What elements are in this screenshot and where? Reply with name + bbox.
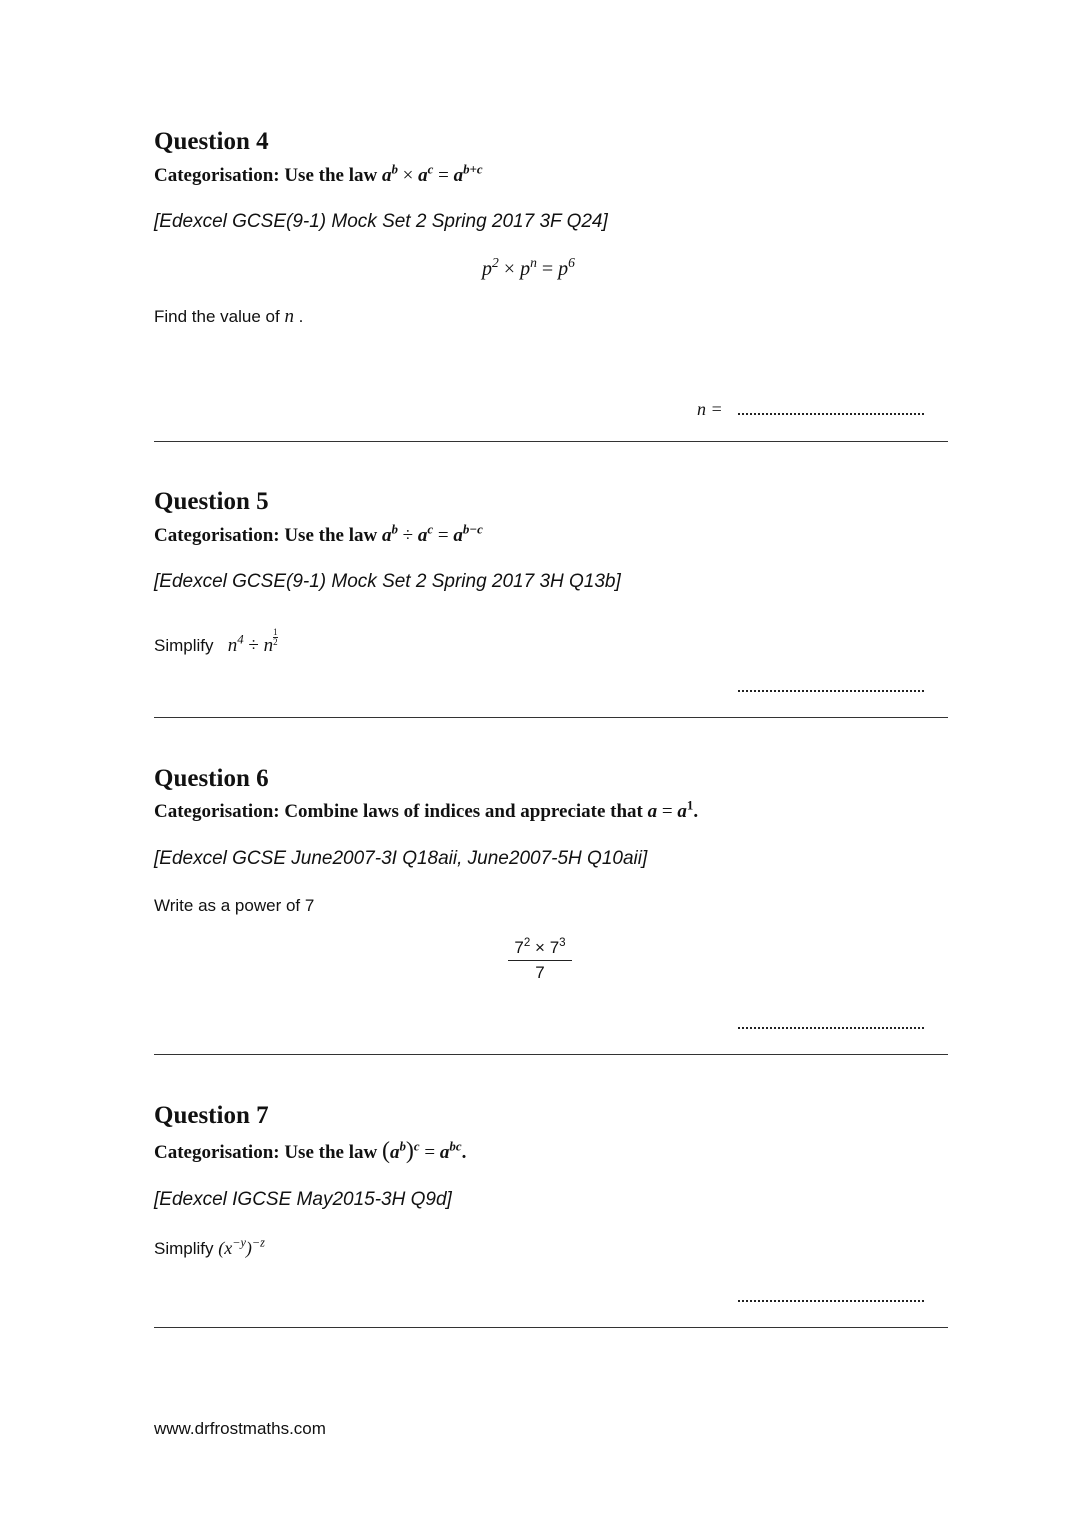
- question-4-equation: $p^2 \times p^n = p^6$: [482, 254, 575, 280]
- law-formula: a: [647, 801, 658, 822]
- question-7-expression: $(x^{-y})^{-z}$: [218, 1235, 265, 1258]
- question-5-categorisation: Categorisation: Use the law $a^b \div a^c = a^{b-c}$: [154, 521, 483, 546]
- categorisation-text: Categorisation: Use the law: [154, 525, 382, 546]
- question-6-prompt: Write as a power of 7: [154, 896, 315, 915]
- question-4-categorisation: Categorisation: Use the law $a^b \times a^c = a^{b+c}$: [154, 161, 483, 186]
- section-divider: [154, 1327, 948, 1328]
- question-6-fraction: $\frac{7^2 \times 7^3}{7}$: [508, 938, 572, 983]
- section-divider: [154, 1054, 948, 1055]
- question-7-answer-line[interactable]: [738, 1300, 924, 1302]
- question-6-source: [Edexcel GCSE June2007-3I Q18aii, June2007-5H Q10aii]: [154, 848, 648, 869]
- question-6-answer-line[interactable]: [738, 1027, 924, 1029]
- question-5-title: Question 5: [154, 488, 269, 515]
- question-6-title: Question 6: [154, 765, 269, 792]
- question-5-prompt: Simplify $n^4 \div n$ $\frac{1}{2}$: [154, 627, 278, 656]
- question-7-title: Question 7: [154, 1102, 269, 1129]
- law-formula: $a^b$: [381, 521, 398, 546]
- question-4-source: [Edexcel GCSE(9-1) Mock Set 2 Spring 2017 3F Q24]: [154, 211, 608, 232]
- question-7-source: [Edexcel IGCSE May2015-3H Q9d]: [154, 1189, 452, 1210]
- footer-url[interactable]: www.drfrostmaths.com: [154, 1419, 326, 1438]
- question-6-categorisation: Categorisation: Combine laws of indices and appreciate that $a = a^1$.: [154, 797, 699, 822]
- question-5-source: [Edexcel GCSE(9-1) Mock Set 2 Spring 2017 3H Q13b]: [154, 571, 621, 592]
- law-formula: $(a^b)^c = a^{bc}$.: [381, 1138, 467, 1164]
- section-divider: [154, 441, 948, 442]
- question-7-categorisation: [154, 1138, 466, 1165]
- question-4-prompt: Find the value of n .: [154, 306, 304, 327]
- question-4-answer-label: n =: [697, 399, 723, 419]
- law-formula: $a^b$: [381, 161, 398, 186]
- section-divider: [154, 717, 948, 718]
- categorisation-text: Categorisation: Use the law: [154, 1142, 382, 1163]
- categorisation-text: Categorisation: Combine laws of indices and appreciate that: [154, 801, 648, 822]
- question-4-answer-line[interactable]: [738, 413, 924, 415]
- question-5-expression: $n^4 \div n$ $\frac{1}{2}$: [227, 627, 278, 656]
- question-4-title: Question 4: [154, 128, 269, 155]
- categorisation-text: Categorisation: Use the law: [154, 165, 382, 186]
- question-5-answer-line[interactable]: [738, 690, 924, 692]
- question-7-prompt: Simplify $(x^{-y})^{-z}$: [154, 1235, 265, 1258]
